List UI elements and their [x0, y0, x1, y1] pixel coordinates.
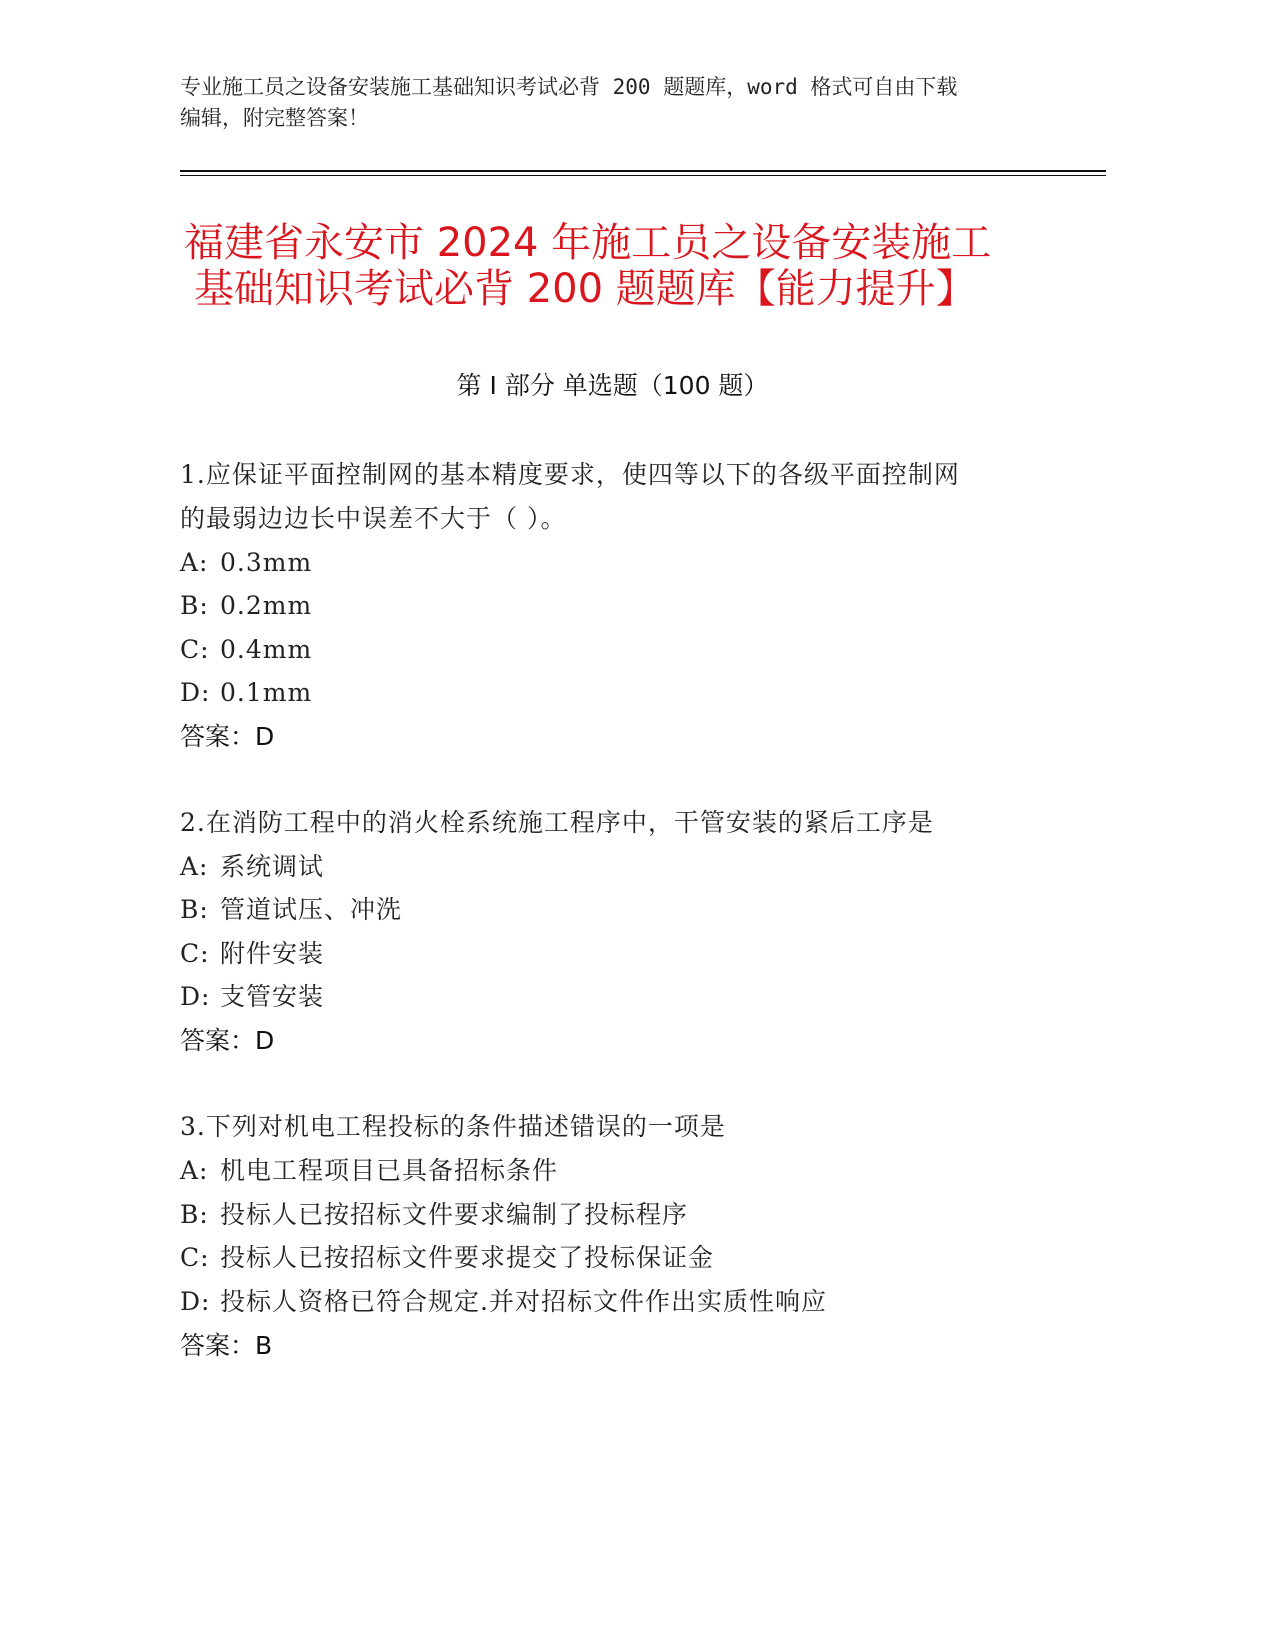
question-stem-line: 2.在消防工程中的消火栓系统施工程序中，干管安装的紧后工序是: [180, 808, 934, 837]
header-rule-thick: [180, 170, 1106, 172]
option-text: 附件安装: [220, 939, 325, 968]
option-b: [180, 1198, 688, 1232]
answer-3: 答案：B: [180, 1331, 273, 1360]
title-line-1: 福建省永安市 2024 年施工员之设备安装施工: [184, 220, 992, 266]
option-c: [180, 937, 324, 971]
option-c: [180, 633, 312, 667]
option-letter: C:: [180, 939, 210, 968]
option-letter: D:: [180, 1287, 211, 1316]
option-text: 0.3mm: [220, 548, 313, 577]
title-line-2: 基础知识考试必背 200 题题库【能力提升】: [194, 266, 976, 312]
header-note: 专业施工员之设备安装施工基础知识考试必背 200 题题库，word 格式可自由下载 编辑，附完整答案！: [180, 75, 958, 130]
question-stem-line: 1.应保证平面控制网的基本精度要求，使四等以下的各级平面控制网: [180, 460, 960, 489]
option-text: 管道试压、冲洗: [220, 895, 403, 924]
option-text: 支管安装: [220, 982, 325, 1011]
option-letter: A:: [180, 852, 209, 881]
option-letter: D:: [180, 678, 211, 707]
option-a: [180, 546, 312, 580]
header-rule-thin: [180, 175, 1106, 176]
option-text: 机电工程项目已具备招标条件: [220, 1156, 559, 1185]
option-letter: B:: [180, 591, 209, 620]
option-d: [180, 676, 312, 710]
option-letter: C:: [180, 1243, 210, 1272]
option-letter: C:: [180, 635, 210, 664]
option-letter: D:: [180, 982, 211, 1011]
option-text: 系统调试: [220, 852, 325, 881]
option-letter: B:: [180, 895, 209, 924]
option-d: [180, 980, 324, 1014]
section-heading: 第 I 部分 单选题（100 题）: [456, 371, 769, 400]
question-stem-line: 3.下列对机电工程投标的条件描述错误的一项是: [180, 1112, 726, 1141]
question-stem-line: 的最弱边边长中误差不大于（ ）。: [180, 504, 567, 533]
option-d: [180, 1285, 827, 1319]
option-c: [180, 1241, 714, 1275]
option-letter: A:: [180, 1156, 209, 1185]
option-text: 0.2mm: [220, 591, 313, 620]
answer-2: 答案：D: [180, 1026, 275, 1055]
option-b: [180, 893, 402, 927]
option-text: 0.4mm: [220, 635, 313, 664]
option-text: 投标人已按招标文件要求提交了投标保证金: [220, 1243, 715, 1272]
option-text: 0.1mm: [220, 678, 313, 707]
answer-1: 答案：D: [180, 722, 275, 751]
option-b: [180, 589, 312, 623]
option-a: [180, 850, 324, 884]
option-letter: A:: [180, 548, 209, 577]
option-text: 投标人已按招标文件要求编制了投标程序: [220, 1200, 689, 1229]
option-letter: B:: [180, 1200, 209, 1229]
option-a: [180, 1154, 558, 1188]
option-text: 投标人资格已符合规定.并对招标文件作出实质性响应: [220, 1287, 827, 1316]
document-title: [180, 220, 1100, 312]
